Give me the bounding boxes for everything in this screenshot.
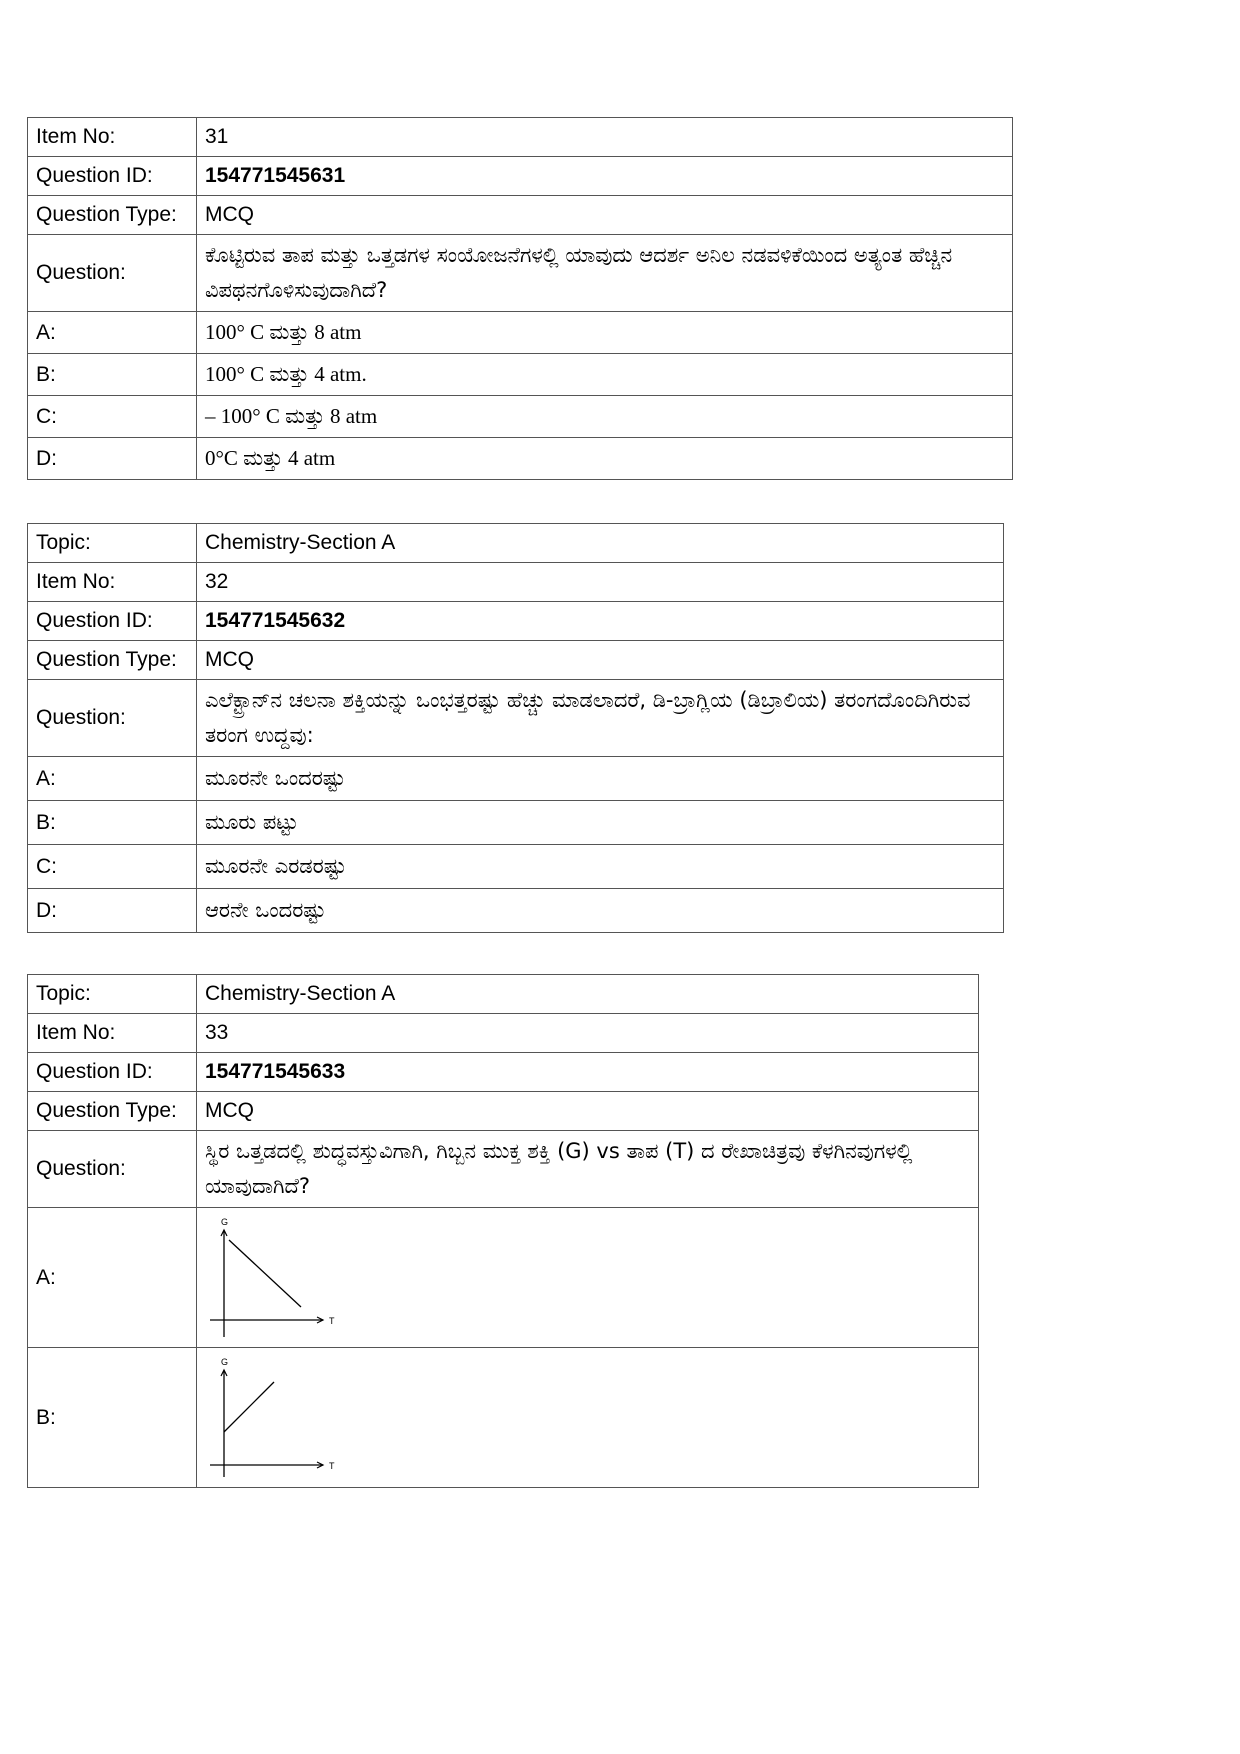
graph-x-label: T (329, 1315, 335, 1326)
item-row (28, 563, 1004, 602)
item-number: 32 (197, 563, 1004, 602)
option-row-d (28, 889, 1004, 933)
question-text: ಕೊಟ್ಟಿರುವ ತಾಪ ಮತ್ತು ಒತ್ತಡಗಳ ಸಂಯೋಜನೆಗಳಲ್ಲಿ ಯಾವುದು ಆದರ್ಶ ಅನಿಲ ನಡವಳಿಕೆಯಿಂದ ಅತ್ಯಂತ ಹೆಚ್ಚಿನ ವಿಪಥನಗೊಳಿಸುವುದಾಗಿದೆ? (197, 235, 1013, 312)
graph-line (229, 1240, 301, 1307)
item-number: 33 (197, 1014, 979, 1053)
option-row-a (28, 757, 1004, 801)
item-number: 31 (197, 118, 1013, 157)
question-id: 154771545631 (197, 157, 1013, 196)
item-row (28, 118, 1013, 157)
question-id-row (28, 157, 1013, 196)
option-text-d: 0°C ಮತ್ತು 4 atm (197, 438, 1013, 480)
option-graph-cell-b (197, 1348, 979, 1488)
option-row-b (28, 354, 1013, 396)
graph-decreasing (205, 1213, 355, 1343)
item-label: Item No: (28, 1014, 197, 1053)
option-row-c (28, 845, 1004, 889)
graph-x-label: T (329, 1460, 335, 1471)
item-label: Item No: (28, 118, 197, 157)
option-text-a: 100° C ಮತ್ತು 8 atm (197, 312, 1013, 354)
option-graph-cell-a (197, 1208, 979, 1348)
option-label-b: B: (28, 801, 197, 845)
question-text: ಎಲೆಕ್ಟ್ರಾನ್‌ನ ಚಲನಾ ಶಕ್ತಿಯನ್ನು ಒಂಭತ್ತರಷ್ಟು ಹೆಚ್ಚು ಮಾಡಲಾದರೆ, ಡಿ-ಬ್ರಾಗ್ಲಿಯ (ಡಿಬ್ರಾಲಿಯ) ತರಂಗದೊಂದಿಗಿರುವ ತರಂಗ ಉದ್ದವು: (197, 680, 1004, 757)
option-text-b: ಮೂರು ಪಟ್ಟು (197, 801, 1004, 845)
option-label-b: B: (28, 1348, 197, 1488)
option-text-c: – 100° C ಮತ್ತು 8 atm (197, 396, 1013, 438)
option-label-c: C: (28, 845, 197, 889)
question-type-row (28, 196, 1013, 235)
option-row-c (28, 396, 1013, 438)
question-id-label: Question ID: (28, 157, 197, 196)
question-row (28, 680, 1004, 757)
option-row-b (28, 1348, 979, 1488)
option-label-a: A: (28, 312, 197, 354)
question-type-row (28, 641, 1004, 680)
question-id-label: Question ID: (28, 1053, 197, 1092)
option-row-d (28, 438, 1013, 480)
question-type-label: Question Type: (28, 641, 197, 680)
graph-increasing (205, 1353, 355, 1483)
question-type: MCQ (197, 196, 1013, 235)
graph-line (224, 1382, 274, 1432)
question-id-row (28, 1053, 979, 1092)
option-label-c: C: (28, 396, 197, 438)
option-label-a: A: (28, 1208, 197, 1348)
question-text: ಸ್ಥಿರ ಒತ್ತಡದಲ್ಲಿ ಶುದ್ಧವಸ್ತುವಿಗಾಗಿ, ಗಿಬ್ಬನ ಮುಕ್ತ ಶಕ್ತಿ (G) vs ತಾಪ (T) ದ ರೇಖಾಚಿತ್ರವು ಕೆಳಗಿನವುಗಳಲ್ಲಿ ಯಾವುದಾಗಿದೆ? (197, 1131, 979, 1208)
question-type: MCQ (197, 641, 1004, 680)
question-id: 154771545632 (197, 602, 1004, 641)
graph-y-label: G (221, 1216, 229, 1227)
question-label: Question: (28, 235, 197, 312)
question-type-label: Question Type: (28, 1092, 197, 1131)
item-row (28, 1014, 979, 1053)
topic: Chemistry-Section A (197, 975, 979, 1014)
option-row-a (28, 312, 1013, 354)
question-id-label: Question ID: (28, 602, 197, 641)
option-text-b: 100° C ಮತ್ತು 4 atm. (197, 354, 1013, 396)
option-text-c: ಮೂರನೇ ಎರಡರಷ್ಟು (197, 845, 1004, 889)
question-row (28, 1131, 979, 1208)
question-table-33 (27, 974, 979, 1488)
question-label: Question: (28, 1131, 197, 1208)
item-label: Item No: (28, 563, 197, 602)
topic-row (28, 524, 1004, 563)
graph-y-label: G (221, 1356, 229, 1367)
question-type-label: Question Type: (28, 196, 197, 235)
question-type: MCQ (197, 1092, 979, 1131)
option-label-d: D: (28, 889, 197, 933)
topic: Chemistry-Section A (197, 524, 1004, 563)
option-text-d: ಆರನೇ ಒಂದರಷ್ಟು (197, 889, 1004, 933)
question-id-row (28, 602, 1004, 641)
question-type-row (28, 1092, 979, 1131)
topic-label: Topic: (28, 975, 197, 1014)
question-table-32 (27, 523, 1004, 933)
option-row-b (28, 801, 1004, 845)
option-row-a (28, 1208, 979, 1348)
topic-label: Topic: (28, 524, 197, 563)
question-id: 154771545633 (197, 1053, 979, 1092)
topic-row (28, 975, 979, 1014)
option-label-b: B: (28, 354, 197, 396)
question-row (28, 235, 1013, 312)
option-label-a: A: (28, 757, 197, 801)
question-label: Question: (28, 680, 197, 757)
question-table-31 (27, 117, 1013, 480)
option-text-a: ಮೂರನೇ ಒಂದರಷ್ಟು (197, 757, 1004, 801)
option-label-d: D: (28, 438, 197, 480)
